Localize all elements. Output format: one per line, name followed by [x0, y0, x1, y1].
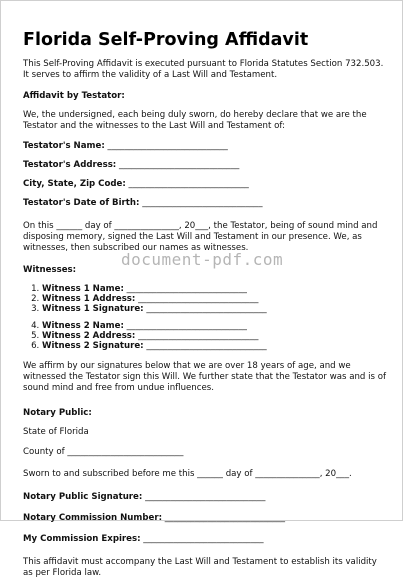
- witness-2-signature-item: [42, 341, 389, 351]
- notary-signature-field: [23, 492, 389, 503]
- witness-1-signature-label: Witness 1 Signature:: [42, 304, 144, 314]
- testator-address-blank: ____________________________: [118, 160, 240, 170]
- affidavit-heading: Affidavit by Testator:: [23, 91, 125, 101]
- witness-1-signature-item: [42, 304, 389, 314]
- notary-commission-blank: ____________________________: [164, 513, 286, 523]
- notary-signature-blank: ____________________________: [145, 492, 266, 502]
- witness-2-address-blank: ____________________________: [138, 331, 259, 341]
- testator-name-field: [23, 141, 389, 152]
- city-state-zip-field: [23, 179, 389, 190]
- witness-2-signature-label: Witness 2 Signature:: [42, 341, 144, 351]
- witness-1-name-label: Witness 1 Name:: [42, 284, 124, 294]
- testator-dob-blank: ____________________________: [142, 198, 263, 208]
- witness-1-address-blank: ____________________________: [138, 294, 259, 304]
- witness-1-name-item: [42, 284, 389, 294]
- intro-paragraph: This Self-Proving Affidavit is executed pursuant to Florida Statutes Section 732.503. It serves to affirm the validity of a Last Will and Testament.: [23, 59, 384, 80]
- testator-name-label: Testator's Name:: [23, 141, 105, 151]
- witnesses-heading: Witnesses:: [23, 265, 77, 275]
- notary-commission-label: Notary Commission Number:: [23, 513, 163, 523]
- city-state-zip-label: City, State, Zip Code:: [23, 179, 126, 189]
- commission-expires-label: My Commission Expires:: [23, 534, 141, 544]
- sworn-line: Sworn to and subscribed before me this ______ day of _______________, 20___.: [23, 469, 352, 479]
- county-line: County of ___________________________: [23, 447, 184, 457]
- declaration-paragraph: We, the undersigned, each being duly sworn, do hereby declare that we are the Testator and the witnesses to the Last Will and Testament of:: [23, 110, 367, 131]
- witness-1-signature-blank: ____________________________: [146, 304, 267, 314]
- document-title: Florida Self-Proving Affidavit: [23, 30, 309, 50]
- testator-dob-field: [23, 198, 389, 209]
- state-line: State of Florida: [23, 427, 89, 437]
- testator-dob-label: Testator's Date of Birth:: [23, 198, 140, 208]
- witness-2-signature-blank: ____________________________: [146, 341, 267, 351]
- city-state-zip-blank: ____________________________: [128, 179, 249, 189]
- testator-name-blank: ____________________________: [107, 141, 228, 151]
- notary-signature-label: Notary Public Signature:: [23, 492, 143, 502]
- witness-1-name-blank: ____________________________: [126, 284, 247, 294]
- document-content: [23, 29, 389, 579]
- commission-expires-blank: ____________________________: [143, 534, 264, 544]
- watermark: document-pdf.com: [121, 250, 284, 269]
- witness-2-address-label: Witness 2 Address:: [42, 331, 136, 341]
- commission-expires-field: [23, 534, 389, 545]
- witness-list-1: [23, 284, 389, 314]
- witness-2-name-blank: ____________________________: [126, 321, 247, 331]
- witness-1-address-label: Witness 1 Address:: [42, 294, 136, 304]
- witness-1-address-item: [42, 294, 389, 304]
- testator-address-field: [23, 160, 389, 171]
- notary-heading: Notary Public:: [23, 408, 92, 418]
- notary-commission-field: [23, 513, 389, 524]
- affirmation-paragraph: We affirm by our signatures below that we are over 18 years of age, and we witnessed the Testator sign this Will. We further state that the Testator was and is of sound mind and free from undue influences.: [23, 361, 386, 393]
- witness-2-name-label: Witness 2 Name:: [42, 321, 124, 331]
- witness-2-name-item: [42, 321, 389, 331]
- final-note: This affidavit must accompany the Last Will and Testament to establish its validity as per Florida law.: [23, 557, 377, 578]
- witness-2-address-item: [42, 331, 389, 341]
- witness-list-2: [23, 321, 389, 351]
- testator-address-label: Testator's Address:: [23, 160, 117, 170]
- signing-statement: On this ______ day of _______________, 20___, the Testator, being of sound mind and disposing memory, signed the Last Will and Testament in our presence. We, as witnesses, then subscribed our names as witnesses.: [23, 221, 378, 253]
